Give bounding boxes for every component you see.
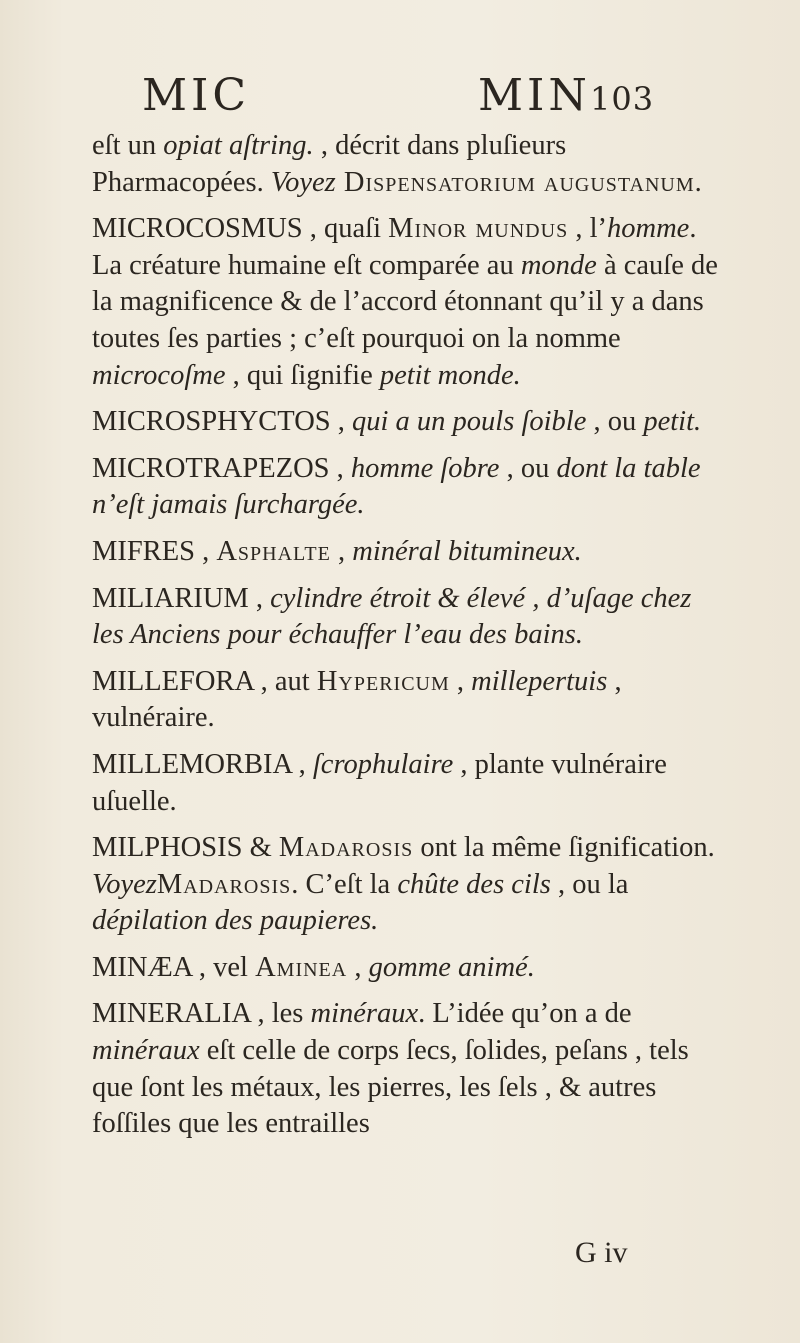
entry-italic: qui a un pouls ſoible bbox=[352, 406, 587, 438]
entry-text: , l’ bbox=[568, 213, 607, 245]
entry-italic: petit. bbox=[643, 406, 702, 438]
entry-smallcaps: Asphalte bbox=[216, 535, 331, 567]
header-left-word: MIC bbox=[142, 70, 251, 121]
entry-text: . La créature humaine eſt comparée au bbox=[92, 213, 697, 281]
entry-text: , bbox=[330, 406, 353, 438]
entry-mifres bbox=[92, 534, 724, 571]
entry-millefora bbox=[92, 664, 724, 737]
entry-microsphyctos bbox=[92, 404, 724, 441]
entry-headword: MILLEMORBIA bbox=[92, 748, 292, 780]
entry-text: , bbox=[194, 535, 217, 567]
entry-text: , bbox=[248, 582, 271, 614]
entry-italic: Voyez bbox=[270, 166, 336, 198]
entry-italic: homme bbox=[607, 213, 690, 245]
entry-text: , ou bbox=[586, 406, 644, 438]
entry-italic: Voyez bbox=[92, 868, 157, 900]
entry-text: . L’idée qu’on a de bbox=[418, 998, 632, 1030]
entry-italic: petit monde. bbox=[379, 359, 521, 391]
entry-continuation bbox=[92, 128, 724, 201]
entry-italic: microcoſme bbox=[92, 359, 226, 391]
entry-mineralia bbox=[92, 996, 724, 1142]
running-header bbox=[0, 70, 800, 120]
entry-text: , bbox=[291, 748, 313, 780]
entry-text: , aut bbox=[253, 665, 317, 697]
page-number: 103 bbox=[590, 80, 655, 118]
entry-italic: minéraux bbox=[310, 998, 419, 1030]
entry-smallcaps: Minor mundus bbox=[388, 213, 569, 245]
entry-text: à cauſe de la magnificence & de l’accord étonnant qu’il y a dans toutes ſes parties ; c’eſt pourquoi on la nomme bbox=[92, 249, 718, 354]
entry-smallcaps: Hypericum bbox=[316, 665, 450, 697]
entry-miliarium bbox=[92, 581, 724, 654]
entry-italic: dépilation des paupieres. bbox=[92, 905, 379, 937]
entry-italic: minéraux bbox=[92, 1035, 200, 1067]
entry-italic: ſcrophulaire bbox=[312, 748, 454, 780]
entry-text: eſt un bbox=[92, 130, 164, 161]
entry-text: , vel bbox=[191, 951, 256, 983]
entry-headword: MIFRES bbox=[92, 535, 195, 567]
entry-italic: monde bbox=[520, 249, 597, 281]
entry-text: , bbox=[347, 951, 369, 983]
entry-headword: MILLEFORA bbox=[92, 665, 254, 697]
entry-italic: homme ſobre bbox=[350, 452, 500, 484]
entry-headword: MINERALIA bbox=[92, 998, 251, 1030]
entry-milphosis bbox=[92, 830, 724, 940]
entry-text: , vulnéraire. bbox=[92, 665, 622, 734]
entry-text: ont la même ſignification. bbox=[413, 832, 715, 864]
entry-text: , bbox=[329, 452, 351, 484]
entry-italic: gomme animé. bbox=[368, 951, 535, 983]
entry-text: , ou la bbox=[550, 868, 629, 900]
entry-headword: MINÆA bbox=[92, 951, 192, 983]
signature-mark: G iv bbox=[575, 1236, 628, 1269]
entry-smallcaps: Aminea bbox=[255, 951, 348, 983]
entry-italic: minéral bitumineux. bbox=[352, 535, 582, 567]
entry-text: eſt celle de corps ſecs, ſolides, peſans , tels que ſont les métaux, les pierres, les ſels , & autres foſſiles que les entrailles bbox=[92, 1035, 689, 1140]
entry-text: , les bbox=[250, 998, 311, 1030]
entry-smallcaps: Dispensatorium augustanum. bbox=[335, 166, 703, 198]
entry-headword: MILPHOSIS bbox=[92, 832, 243, 864]
entry-headword: MICROSPHYCTOS bbox=[92, 406, 331, 438]
entry-italic: chûte des cils bbox=[397, 868, 551, 900]
entry-text: . C’eſt la bbox=[291, 868, 398, 900]
entry-microcosmus bbox=[92, 211, 724, 394]
entry-text: , décrit dans pluſieurs Pharmacopées. bbox=[92, 130, 567, 198]
header-right-word: MIN bbox=[478, 70, 591, 121]
entry-italic: opiat aſtring. bbox=[163, 130, 314, 161]
entry-text: , ou bbox=[499, 452, 557, 484]
entry-text: & bbox=[242, 832, 279, 864]
entry-headword: MICROCOSMUS bbox=[92, 213, 303, 245]
entry-smallcaps: Madarosis bbox=[278, 832, 414, 864]
entry-smallcaps: Madarosis bbox=[156, 868, 292, 900]
entry-italic: millepertuis bbox=[471, 665, 608, 697]
entry-headword: MICROTRAPEZOS bbox=[92, 452, 330, 484]
entry-text: , qui ſignifie bbox=[225, 359, 380, 391]
entry-text: , bbox=[330, 535, 353, 567]
entry-minaea bbox=[92, 950, 724, 987]
entry-text: , plante vulnéraire uſuelle. bbox=[92, 748, 667, 817]
entry-italic: dont la table n’eſt jamais ſurchargée. bbox=[92, 452, 701, 521]
dictionary-text bbox=[92, 128, 724, 1153]
entry-italic: cylindre étroit & élevé , d’uſage chez les Anciens pour échauffer l’eau des bains. bbox=[92, 582, 692, 651]
entry-text: , quaſi bbox=[302, 213, 389, 245]
entry-headword: MILIARIUM bbox=[92, 582, 249, 614]
entry-millemorbia bbox=[92, 747, 724, 820]
entry-microtrapezos bbox=[92, 451, 724, 524]
entry-text: , bbox=[449, 665, 472, 697]
